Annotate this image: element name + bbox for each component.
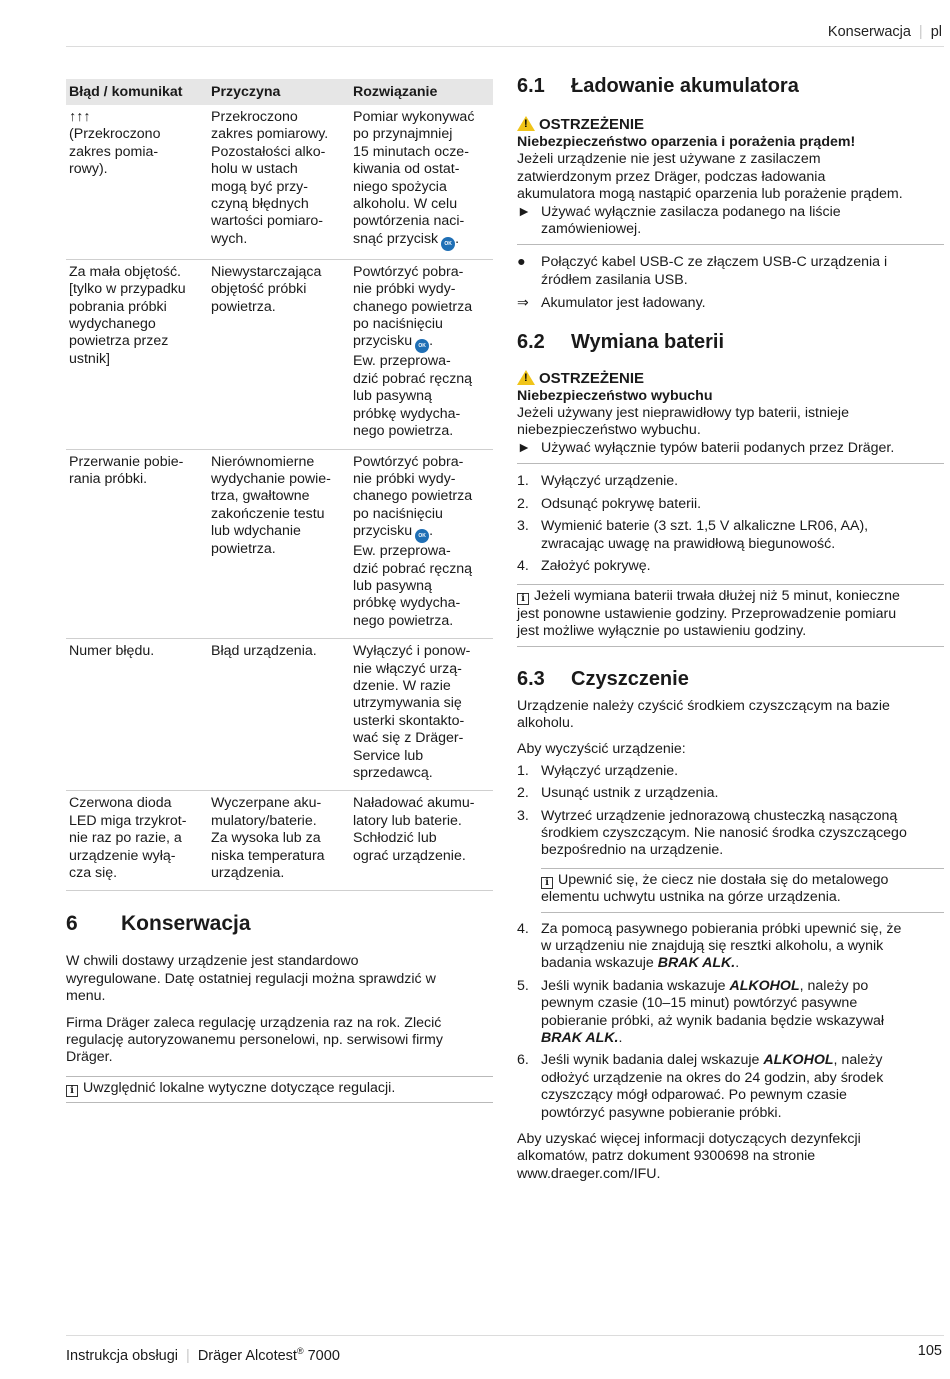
list-item	[517, 496, 944, 513]
list-number: 4.	[517, 557, 529, 574]
text-line: Za pomocą pasywnego pobierania próbki upewnić się, że	[541, 920, 902, 937]
list-text	[541, 785, 944, 802]
cell-solution: Powtórzyć pobra- nie próbki wydy- chanego powietrza po naciśnięciu przycisku OK . Ew. przeprowa- dzić pobrać ręczną lub pasywną próbkę wydycha- nego powietrza.	[350, 449, 493, 639]
text-line: rania próbki.	[69, 470, 148, 487]
text-line: w urządzeniu nie znajdują się resztki alkoholu, a wynik	[541, 938, 884, 954]
cell-error	[66, 259, 208, 449]
list-text	[541, 473, 944, 490]
text-line: Powtórzyć pobra-	[353, 263, 464, 280]
text-line: nego powietrza.	[353, 423, 454, 440]
text-line: ustnik]	[69, 350, 111, 367]
text-line: nego powietrza.	[353, 612, 454, 629]
warning-text	[517, 151, 944, 203]
list-number: 4.	[517, 920, 529, 937]
text-line: Powtórzyć pobra-	[353, 453, 464, 470]
info-note	[541, 868, 944, 913]
text-line: Założyć pokrywę.	[541, 557, 651, 574]
bullet-icon: ●	[517, 254, 526, 271]
right-column	[517, 74, 944, 1183]
warning-triangle-icon	[517, 116, 535, 131]
paragraph	[66, 1015, 493, 1067]
list-item	[517, 808, 944, 860]
text-line: przycisku	[353, 523, 413, 540]
cell-solution: Powtórzyć pobra- nie próbki wydy- chanego powietrza po naciśnięciu przycisku OK . Ew. przeprowa- dzić pobrać ręczną lub pasywną próbkę wydycha- nego powietrza.	[350, 259, 493, 449]
list-number: 2.	[517, 495, 529, 512]
text-line: menu.	[66, 988, 106, 1005]
text-line: Urządzenie należy czyścić środkiem czyszczącym na bazie	[517, 697, 890, 714]
result-code: BRAK ALK.	[657, 955, 736, 972]
text-line: Ew. przeprowa-	[353, 543, 451, 560]
text-line: usterki skontakto-	[353, 712, 465, 729]
list-item	[517, 518, 944, 553]
text-line: lub pasywną	[353, 577, 432, 594]
info-note	[517, 584, 944, 646]
text-line: przycisku	[353, 333, 413, 350]
text-line: snąć przycisk	[353, 230, 439, 247]
text-line: powietrza.	[211, 298, 276, 315]
info-note	[66, 1076, 493, 1103]
text-line: badania wskazuje	[541, 955, 658, 972]
cell-solution	[350, 791, 493, 891]
info-icon: i	[66, 1085, 78, 1097]
result-code: BRAK ALK.	[541, 1030, 619, 1047]
result-item	[517, 295, 944, 312]
text-line: pobieranie próbki, aż wynik badania będzie wskazywał	[541, 1012, 885, 1029]
text-line: Za wysoka lub za	[211, 830, 321, 847]
list-item	[517, 558, 944, 575]
col-header-solution: Rozwiązanie	[350, 79, 493, 105]
text-line: akumulatora mogą nastąpić oparzenia lub porażenie prądem.	[517, 186, 903, 203]
text-line: Usunąć ustnik z urządzenia.	[541, 785, 719, 802]
text-line: wyregulowane. Datę ostatniej regulacji można sprawdzić w	[66, 970, 436, 987]
text-line: Nierównomierne	[211, 453, 315, 470]
info-icon: i	[517, 593, 529, 605]
link-text: www.draeger.com/IFU.	[517, 1165, 661, 1182]
header-lang: pl	[930, 24, 942, 40]
warning-box	[517, 370, 944, 465]
text-line: środkiem czyszczącym. Nie nanosić środka czyszczącego	[541, 824, 907, 841]
text-line: Odsunąć pokrywę baterii.	[541, 495, 702, 512]
text-line: jest ponowne ustawienie godziny. Przeprowadzenie pomiaru	[517, 605, 897, 622]
table-row	[66, 449, 493, 639]
list-item	[517, 473, 944, 490]
list-number: 1.	[517, 473, 529, 490]
list-item	[517, 254, 944, 289]
list-number: 6.	[517, 1052, 529, 1069]
header-section: Konserwacja	[827, 24, 911, 40]
ok-button-icon: OK	[415, 339, 429, 353]
text-line: próbkę wydycha-	[353, 595, 461, 612]
warning-action	[517, 440, 944, 457]
table-row	[66, 105, 493, 259]
section-6-heading	[66, 911, 493, 937]
footer-doc-type: Instrukcja obsługi	[66, 1347, 179, 1364]
triangle-bullet-icon: ►	[517, 203, 532, 220]
numbered-list	[517, 763, 944, 860]
text-line: próbkę wydycha-	[353, 405, 461, 422]
text-line: lub wdychanie	[211, 523, 301, 540]
text-line: alkoholu.	[517, 714, 574, 731]
text-line: Niewystarczająca	[211, 263, 322, 280]
text-line: zatwierdzonym przez Dräger, podczas ładowania	[517, 168, 826, 185]
footer-model: 7000	[303, 1347, 340, 1364]
text-line: utrzymywania się	[353, 695, 462, 712]
cell-cause	[208, 639, 350, 791]
text-line: nie raz po razie, a	[69, 830, 182, 847]
warning-box	[517, 116, 944, 245]
footer-product: Dräger Alcotest	[197, 1347, 297, 1364]
text-line: nie próbki wydy-	[353, 470, 456, 487]
cell-error	[66, 639, 208, 791]
list-item	[517, 921, 944, 973]
text-line: Wytrzeć urządzenie jednorazową chusteczką nasączoną	[541, 807, 898, 824]
text-line: bezpośrednio na urządzenie.	[541, 842, 724, 859]
warning-triangle-icon	[517, 370, 535, 385]
warning-label: OSTRZEŻENIE	[539, 369, 645, 387]
warning-title	[517, 116, 944, 134]
text-line: Upewnić się, że ciecz nie dostała się do metalowego	[558, 871, 889, 888]
text-line: objętość próbki	[211, 281, 307, 298]
text-line: W chwili dostawy urządzenie jest standardowo	[66, 953, 359, 970]
result-arrow-icon: ⇒	[517, 295, 529, 312]
ok-button-icon: OK	[441, 237, 455, 251]
text-line: trza, gwałtowne	[211, 488, 310, 505]
text-line: lub pasywną	[353, 388, 432, 405]
text-line: dzić pobrać ręczną	[353, 560, 473, 577]
text-line: Pozostałości alko-	[211, 143, 326, 160]
page-header	[828, 24, 942, 41]
text-line: Wyłączyć i ponow-	[353, 643, 471, 660]
cell-solution	[350, 639, 493, 791]
footer-left	[66, 1343, 340, 1365]
numbered-list	[517, 473, 944, 575]
text-line: zwracając uwagę na prawidłową biegunowość.	[541, 535, 836, 552]
text-line: .	[735, 955, 740, 972]
text-line: po naciśnięciu	[353, 316, 443, 333]
text-line: pobrania próbki	[69, 298, 167, 315]
text-line: Połączyć kabel USB-C ze złączem USB-C urządzenia i	[541, 254, 888, 271]
list-number: 3.	[517, 518, 529, 535]
text-line: Jeżeli wymiana baterii trwała dłużej niż 5 minut, konieczne	[534, 588, 900, 605]
cell-error	[66, 105, 208, 259]
text-line: po naciśnięciu	[353, 505, 443, 522]
list-item	[517, 1052, 944, 1122]
result-code: ALKOHOL	[763, 1052, 834, 1069]
text-line: mogą być przy-	[211, 178, 308, 195]
text-line: wać się z Dräger-	[353, 730, 464, 747]
text-line: Przerwanie pobie-	[69, 453, 184, 470]
text-line: Dräger.	[66, 1049, 113, 1066]
text-line: ograć urządzenie.	[353, 847, 466, 864]
text-line: Błąd urządzenia.	[211, 643, 317, 660]
table-row	[66, 639, 493, 791]
text-line: wych.	[211, 230, 248, 247]
text-line: niego spożycia	[353, 178, 447, 195]
text-line: LED miga trzykrot-	[69, 812, 187, 829]
left-column	[66, 79, 493, 1103]
text-line: chanego powietrza	[353, 298, 473, 315]
text-line: jest możliwe wyłącznie po ustawieniu godziny.	[517, 623, 807, 640]
registered-mark: ®	[296, 1346, 304, 1356]
text-line: sprzedawcą.	[353, 765, 433, 781]
result-text: Akumulator jest ładowany.	[541, 295, 706, 312]
table-header-row	[66, 79, 493, 105]
text-line: Wyłączyć urządzenie.	[541, 473, 679, 490]
list-text	[541, 518, 944, 553]
list-number: 2.	[517, 785, 529, 802]
list-item	[517, 763, 944, 780]
list-number: 1.	[517, 762, 529, 779]
text-line: nie próbki wydy-	[353, 281, 456, 298]
text-line: dzenie. W razie	[353, 677, 451, 694]
text-line: cza się.	[69, 865, 118, 882]
footer-separator: |	[186, 1347, 190, 1364]
list-text	[541, 558, 944, 575]
table-row	[66, 259, 493, 449]
text-line: rowy).	[69, 161, 108, 178]
text-line: wydychanie powie-	[211, 470, 331, 487]
list-number: 3.	[517, 807, 529, 824]
section-title: Konserwacja	[121, 912, 251, 936]
text-line: regulację autoryzowanemu personelowi, np. serwisowi firmy	[66, 1032, 443, 1049]
text-line: ↑↑↑	[69, 109, 91, 125]
text-line: elementu uchwytu ustnika na górze urządzenia.	[541, 889, 841, 906]
text-line: Jeżeli używany jest nieprawidłowy typ baterii, istnieje	[517, 405, 849, 422]
header-rule	[66, 46, 944, 47]
cell-error	[66, 791, 208, 891]
text-line: , należy po	[799, 977, 869, 994]
warning-label: OSTRZEŻENIE	[539, 116, 645, 133]
paragraph: Aby wyczyścić urządzenie:	[517, 741, 686, 758]
text-line: mulatory/baterie.	[211, 812, 317, 829]
text-line: Za mała objętość.	[69, 263, 181, 280]
text-line: Pomiar wykonywać	[353, 109, 475, 125]
footer-rule	[66, 1335, 944, 1336]
text-line: kiwania od ostat-	[353, 161, 460, 178]
cell-cause	[208, 259, 350, 449]
list-text	[541, 496, 944, 513]
text-line: czyną błędnych	[211, 196, 309, 213]
text-line: powtórzenia naci-	[353, 213, 465, 230]
section-6-1-heading	[517, 74, 944, 98]
warning-subtitle: Niebezpieczeństwo oparzenia i porażenia prądem!	[517, 134, 856, 150]
text-line: Wyłączyć urządzenie.	[541, 762, 679, 779]
text-line: odłożyć urządzenie na okres do 24 godzin, aby środek	[541, 1069, 884, 1086]
text-line: Jeżeli urządzenie nie jest używane z zasilaczem	[517, 151, 821, 168]
table-row	[66, 791, 493, 891]
error-table	[66, 79, 493, 891]
text-line: zakres pomiarowy.	[211, 126, 329, 143]
cell-solution: Pomiar wykonywać po przynajmniej 15 minutach ocze- kiwania od ostat- niego spożycia alkoholu. W celu powtórzenia naci- snąć przycisk OK .	[350, 105, 493, 259]
paragraph	[517, 1131, 944, 1183]
triangle-bullet-icon: ►	[517, 439, 532, 456]
text-line: Używać wyłącznie zasilacza podanego na liście	[541, 203, 841, 220]
text-line: Schłodzić lub	[353, 830, 437, 847]
section-6-2-heading	[517, 330, 944, 354]
text-line: powietrza przez	[69, 333, 169, 350]
text-line: Jeśli wynik badania dalej wskazuje	[541, 1052, 764, 1069]
text-line: 15 minutach ocze-	[353, 143, 469, 160]
cell-cause	[208, 449, 350, 639]
warning-title	[517, 370, 944, 388]
text-line: , należy	[833, 1052, 883, 1069]
text-line: wartości pomiaro-	[211, 213, 323, 230]
col-header-cause: Przyczyna	[208, 79, 350, 105]
text-line: Jeśli wynik badania wskazuje	[541, 977, 730, 994]
text-line: (Przekroczono	[69, 126, 161, 143]
text-line: latory lub baterie.	[353, 812, 462, 829]
warning-action	[517, 204, 944, 239]
text-line: po przynajmniej	[353, 126, 453, 143]
list-text	[541, 763, 944, 780]
section-number: 6.3	[517, 667, 545, 690]
text-line: alkomatów, patrz dokument 9300698 na stronie	[517, 1148, 816, 1165]
text-line: czyszczący mógł odparować. Po pewnym czasie	[541, 1087, 847, 1104]
paragraph	[517, 698, 944, 733]
list-item	[517, 978, 944, 1048]
note-text: Uwzględnić lokalne wytyczne dotyczące regulacji.	[83, 1079, 396, 1096]
info-icon: i	[541, 877, 553, 889]
text-line: Naładować akumu-	[353, 795, 475, 812]
section-number: 6.2	[517, 330, 545, 353]
text-line: nie włączyć urzą-	[353, 660, 462, 677]
result-code: ALKOHOL	[729, 977, 800, 994]
text-line: źródłem zasilania USB.	[541, 271, 688, 288]
section-number: 6	[66, 912, 78, 936]
cell-cause	[208, 791, 350, 891]
text-line: niebezpieczeństwo wybuchu.	[517, 422, 701, 439]
text-line: Wymienić baterie (3 szt. 1,5 V alkaliczne LR06, AA),	[541, 518, 869, 535]
text-line: chanego powietrza	[353, 488, 473, 505]
text-line: alkoholu. W celu	[353, 196, 458, 213]
header-separator: |	[918, 24, 923, 40]
text-line: Numer błędu.	[69, 643, 155, 660]
list-number: 5.	[517, 977, 529, 994]
text-line: Aby uzyskać więcej informacji dotyczących dezynfekcji	[517, 1131, 861, 1148]
text-line: zakres pomia-	[69, 143, 159, 160]
section-title: Ładowanie akumulatora	[571, 75, 799, 97]
text-line: Firma Dräger zaleca regulację urządzenia raz na rok. Zlecić	[66, 1014, 442, 1031]
text-line: powietrza.	[211, 540, 276, 557]
col-header-error: Błąd / komunikat	[66, 79, 208, 105]
section-title: Czyszczenie	[571, 667, 689, 690]
text-line: [tylko w przypadku	[69, 281, 186, 298]
paragraph	[66, 953, 493, 1005]
list-item	[517, 785, 944, 802]
text-line: urządzenia.	[211, 865, 285, 882]
text-line: Service lub	[353, 747, 424, 764]
text-line: zamówieniowej.	[541, 221, 642, 238]
section-title: Wymiana baterii	[571, 330, 725, 353]
page-number: 105	[917, 1343, 942, 1359]
list-text	[541, 808, 944, 860]
text-line: zakończenie testu	[211, 505, 325, 522]
text-line: wydychanego	[69, 316, 156, 333]
cell-error	[66, 449, 208, 639]
text-line: powtórzyć pasywne pobieranie próbki.	[541, 1104, 782, 1121]
text-line: Ew. przeprowa-	[353, 353, 451, 370]
text-line: dzić pobrać ręczną	[353, 370, 473, 387]
text-line: pewnym czasie (10–15 minut) powtórzyć pasywne	[541, 995, 858, 1012]
text-line: Używać wyłącznie typów baterii podanych przez Dräger.	[541, 439, 895, 456]
warning-subtitle: Niebezpieczeństwo wybuchu	[517, 387, 713, 404]
warning-text	[517, 405, 944, 440]
text-line: Wyczerpane aku-	[211, 795, 322, 812]
section-6-3-heading	[517, 667, 944, 691]
ok-button-icon: OK	[415, 529, 429, 543]
text-line: .	[618, 1030, 623, 1047]
section-number: 6.1	[517, 75, 545, 97]
text-line: holu w ustach	[211, 161, 298, 178]
text-line: Czerwona dioda	[69, 795, 172, 812]
text-line: Przekroczono	[211, 109, 298, 125]
text-line: urządzenie wyłą-	[69, 847, 176, 864]
cell-cause	[208, 105, 350, 259]
text-line: niska temperatura	[211, 847, 325, 864]
